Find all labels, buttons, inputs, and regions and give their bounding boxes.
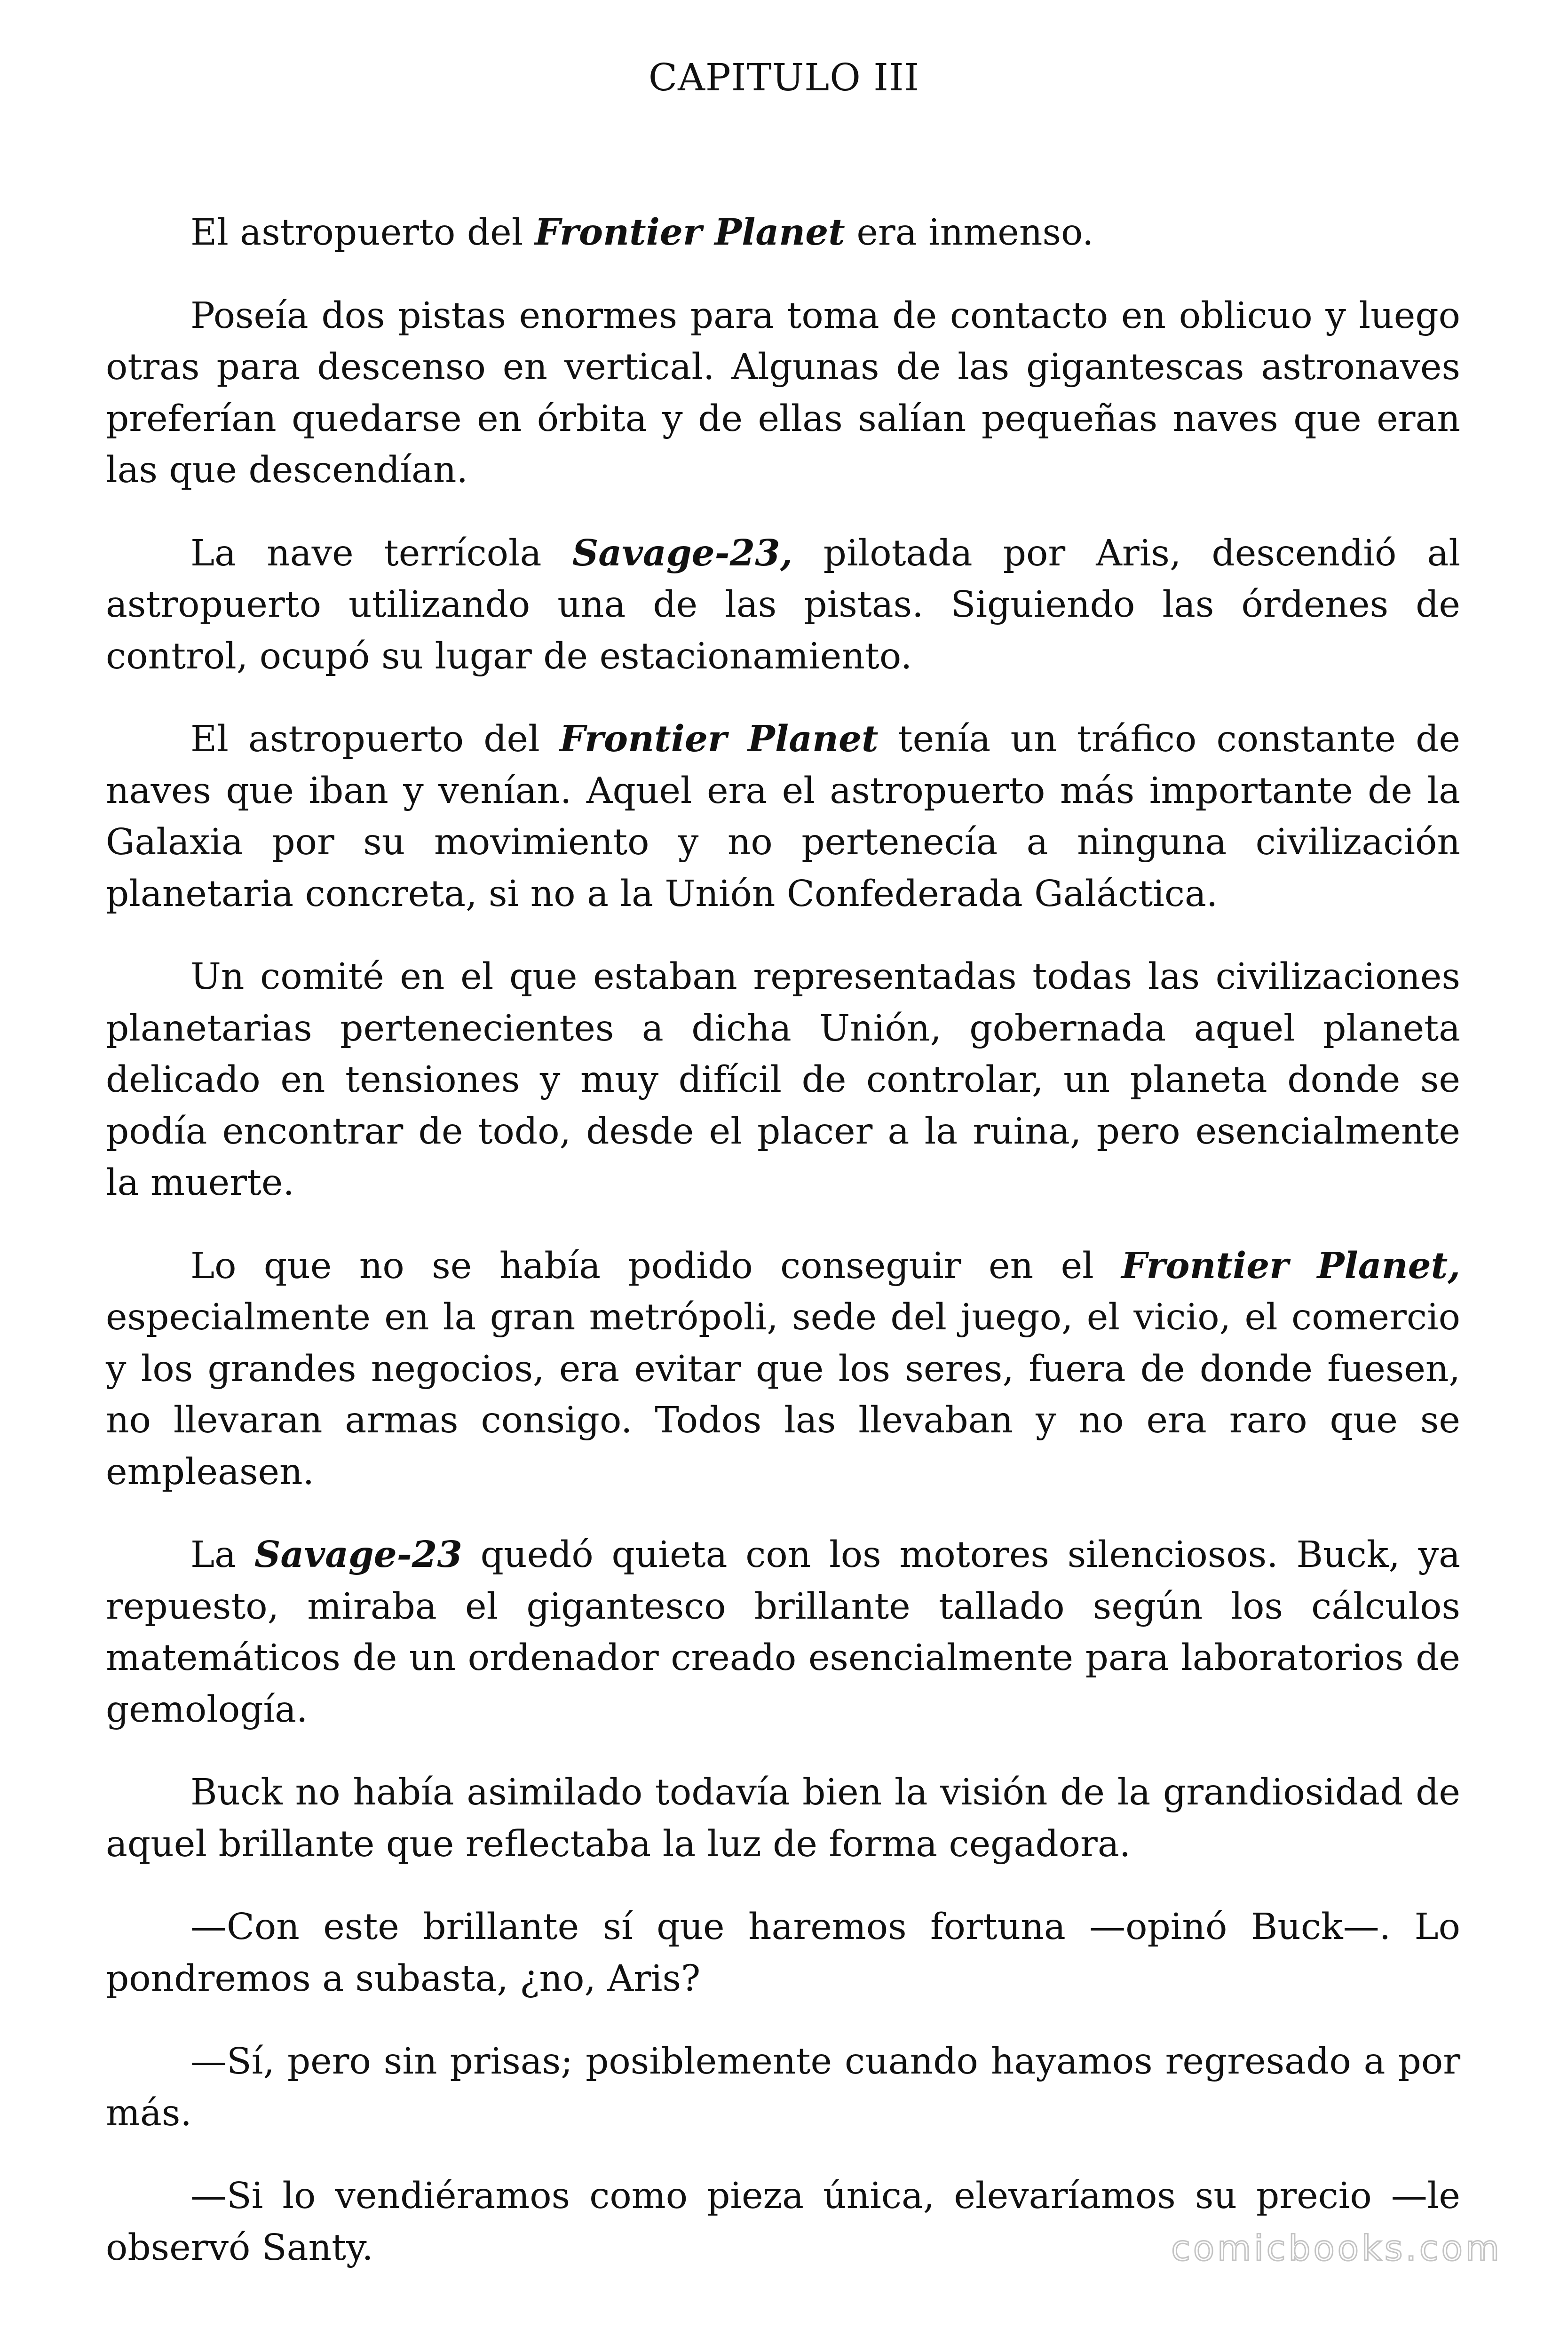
text-run: El astropuerto del	[190, 718, 560, 760]
text-run: Lo que no se había podido conseguir en el	[190, 1245, 1122, 1287]
paragraph	[106, 951, 1460, 1209]
watermark-logo: comicbooks.com	[1171, 2228, 1502, 2269]
emphasized-text: Savage-23	[254, 1534, 462, 1576]
paragraph	[106, 1240, 1460, 1498]
text-run: quedó quieta con los motores silenciosos. Buck, ya repuesto, miraba el gigantesco brillante tallado según los cálculos matemáticos de un ordenador creado esencialmente para laboratorios de gemología.	[106, 1534, 1461, 1731]
emphasized-text: Frontier Planet	[559, 718, 879, 760]
chapter-title: CAPITULO III	[648, 56, 920, 99]
text-run: pilotada por Aris, descendió al astropuerto utilizando una de las pistas. Siguiendo las órdenes de control, ocupó su lugar de estacionamiento.	[106, 532, 1460, 677]
text-run: —Sí, pero sin prisas; posiblemente cuando hayamos regresado a por más.	[106, 2041, 1460, 2134]
emphasized-text: Frontier Planet,	[1121, 1244, 1461, 1287]
paragraph	[106, 207, 1460, 259]
text-run: tenía un tráfico constante de naves que iban y venían. Aquel era el astropuerto más importante de la Galaxia por su movimiento y no pertenecía a ninguna civilización planetaria concreta, si no a la Unión Confederada Galáctica.	[106, 718, 1460, 915]
body-text	[106, 207, 1460, 2305]
text-run: especialmente en la gran metrópoli, sede del juego, el vicio, el comercio y los grandes negocios, era evitar que los seres, fuera de donde fuesen, no llevaran armas consigo. Todos las llevaban y no era raro que se empleasen.	[106, 1296, 1460, 1493]
paragraph	[106, 2036, 1460, 2139]
paragraph	[106, 1767, 1460, 1870]
text-run: La	[190, 1534, 254, 1576]
text-run: Buck no había asimilado todavía bien la visión de la grandiosidad de aquel brillante que reflectaba la luz de forma cegadora.	[106, 1772, 1460, 1865]
text-run: Poseía dos pistas enormes para toma de contacto en oblicuo y luego otras para descenso en vertical. Algunas de las gigantescas astronaves preferían quedarse en órbita y de ellas salían pequeñas naves que eran las que descendían.	[106, 294, 1460, 491]
text-run: La nave terrícola	[190, 532, 572, 574]
paragraph	[106, 528, 1460, 683]
emphasized-text: Savage-23,	[572, 532, 793, 574]
text-run: —Si lo vendiéramos como pieza única, elevaríamos su precio —le observó Santy.	[106, 2175, 1460, 2269]
text-run: era inmenso.	[845, 212, 1094, 254]
paragraph	[106, 290, 1460, 496]
text-run: Un comité en el que estaban representadas todas las civilizaciones planetarias pertenecientes a dicha Unión, gobernada aquel planeta delicado en tensiones y muy difícil de controlar, un planeta donde se podía encontrar de todo, desde el placer a la ruina, pero esencialmente la muerte.	[106, 956, 1460, 1204]
text-run: El astropuerto del	[190, 212, 535, 254]
text-run: —Con este brillante sí que haremos fortuna —opinó Buck—. Lo pondremos a subasta, ¿no, Aris?	[106, 1906, 1460, 2000]
paragraph	[106, 1901, 1460, 2004]
paragraph	[106, 1529, 1460, 1735]
paragraph	[106, 714, 1460, 920]
emphasized-text: Frontier Planet	[534, 211, 845, 254]
